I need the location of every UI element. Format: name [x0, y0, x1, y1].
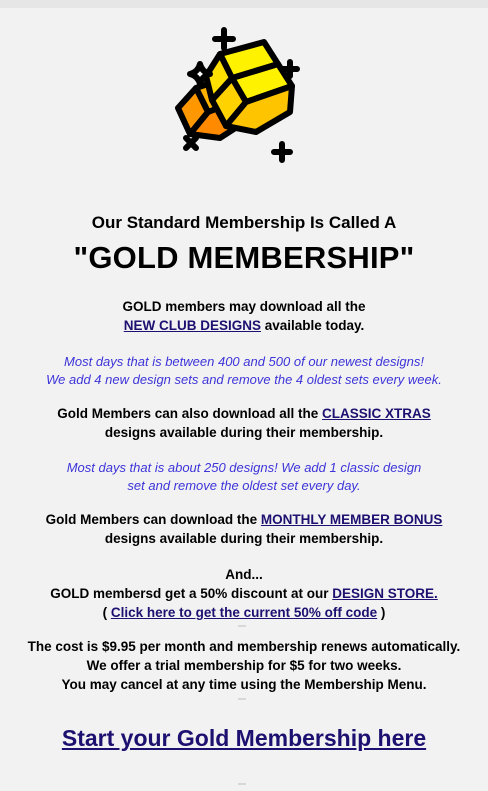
top-bar [0, 0, 488, 8]
intro-line-2 [0, 316, 488, 335]
bonus-prefix: Gold Members can download the [45, 512, 261, 527]
discount-code-link[interactable]: Click here to get the current 50% off code [110, 605, 378, 620]
divider-dot [238, 783, 246, 785]
page-title: "GOLD MEMBERSHIP" [73, 240, 415, 275]
bonus-paragraph [0, 510, 488, 548]
membership-subtitle: Our Standard Membership Is Called A [91, 213, 397, 232]
classic-note [0, 459, 488, 495]
intro-line-1: GOLD members may download all the [122, 299, 366, 314]
membership-page [0, 8, 488, 791]
discount-line-1: And... [225, 567, 263, 582]
paren-open: ( [102, 605, 111, 620]
design-store-link[interactable]: DESIGN STORE. [332, 586, 438, 601]
note1-line-1: Most days that is between 400 and 500 of our newest designs! [64, 354, 424, 369]
new-designs-note [0, 353, 488, 389]
gold-bars-icon [160, 22, 310, 172]
divider-dot [238, 698, 246, 700]
cost-line-2: We offer a trial membership for $5 for two weeks. [86, 658, 402, 673]
cost-line-1: The cost is $9.95 per month and membership renews automatically. [27, 639, 461, 654]
cost-line-3: You may cancel at any time using the Membership Menu. [61, 677, 427, 692]
classic-line-1 [0, 404, 488, 423]
start-gold-membership-link[interactable]: Start your Gold Membership here [61, 725, 427, 751]
discount-line-3 [0, 603, 488, 622]
bonus-line-1 [0, 510, 488, 529]
discount-paragraph [0, 565, 488, 622]
note2-line-1: Most days that is about 250 designs! We add 1 classic design [66, 460, 422, 475]
note1-line-2: We add 4 new design sets and remove the 4 oldest sets every week. [46, 372, 442, 387]
discount-line-2 [0, 584, 488, 603]
paren-close: ) [377, 605, 386, 620]
note2-line-2: set and remove the oldest set every day. [127, 478, 361, 493]
cta-container [0, 725, 488, 752]
intro-paragraph [0, 297, 488, 335]
intro-line-2-suffix: available today. [260, 318, 365, 333]
divider-dot [238, 625, 246, 627]
classic-xtras-link[interactable]: CLASSIC XTRAS [322, 406, 431, 421]
classic-line-2: designs available during their membership. [104, 425, 384, 440]
new-club-designs-link[interactable]: NEW CLUB DESIGNS [123, 318, 261, 333]
cost-paragraph [0, 637, 488, 694]
classic-paragraph [0, 404, 488, 442]
classic-prefix: Gold Members can also download all the [57, 406, 323, 421]
bonus-line-2: designs available during their membership. [104, 531, 384, 546]
discount-prefix: GOLD membersd get a 50% discount at our [50, 586, 333, 601]
monthly-member-bonus-link[interactable]: MONTHLY MEMBER BONUS [260, 512, 443, 527]
